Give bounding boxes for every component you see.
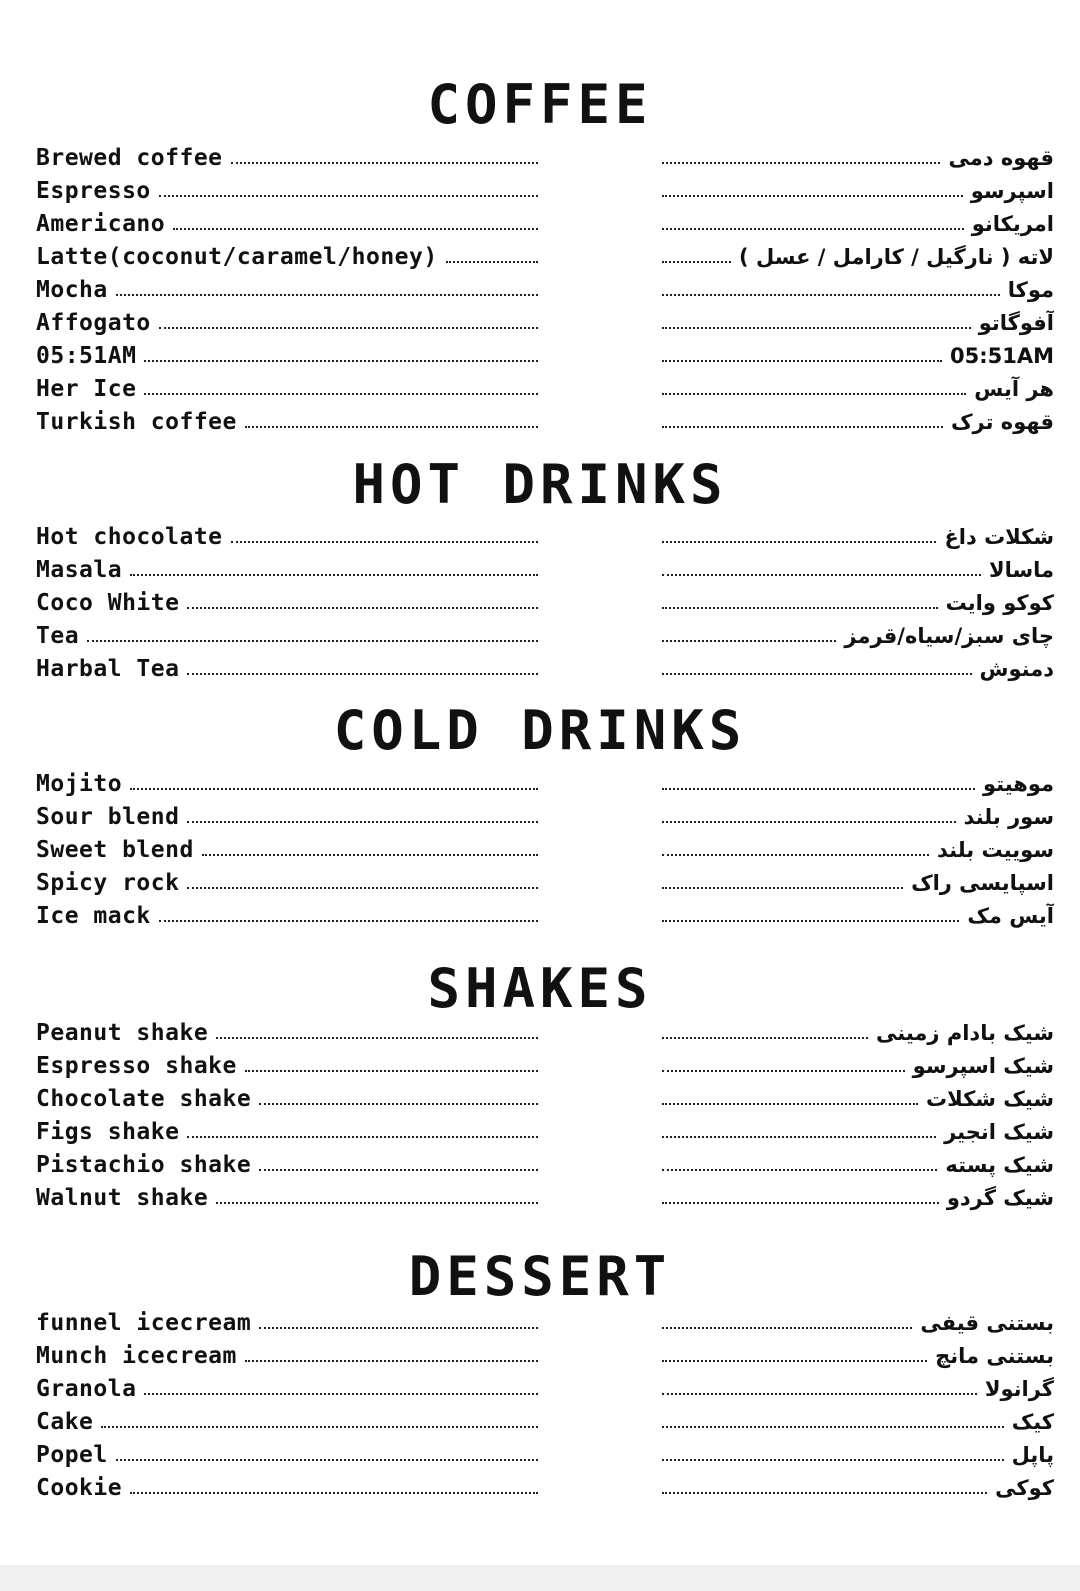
item-name-en: Espresso shake bbox=[36, 1052, 237, 1079]
dot-leader bbox=[662, 1325, 912, 1329]
section-title-dessert: DESSERT bbox=[408, 1245, 672, 1308]
section-title-hot-drinks: HOT DRINKS bbox=[352, 453, 728, 516]
dot-leader bbox=[202, 852, 538, 856]
dot-leader bbox=[662, 638, 836, 642]
menu-item bbox=[0, 141, 1080, 174]
item-name-fa: بستنی قیفی bbox=[920, 1310, 1054, 1335]
bottom-edge bbox=[0, 1565, 1080, 1591]
dot-leader bbox=[231, 160, 538, 164]
dot-leader bbox=[662, 1200, 939, 1204]
dot-leader bbox=[662, 1457, 1004, 1461]
item-name-fa: موکا bbox=[1007, 277, 1054, 302]
menu-item bbox=[0, 372, 1080, 405]
menu-item bbox=[0, 273, 1080, 306]
item-name-fa: شیک گردو bbox=[946, 1185, 1054, 1210]
item-name-en: Spicy rock bbox=[36, 869, 180, 896]
menu-item bbox=[0, 553, 1080, 586]
item-name-fa: موهیتو bbox=[982, 771, 1054, 796]
item-name-fa: امریکانو bbox=[971, 211, 1054, 236]
menu-item bbox=[0, 405, 1080, 438]
menu-item bbox=[0, 1339, 1080, 1372]
item-name-fa: کوکی bbox=[995, 1475, 1054, 1500]
item-name-en: Tea bbox=[36, 622, 80, 649]
menu-item bbox=[0, 1471, 1080, 1504]
dot-leader bbox=[144, 358, 538, 362]
dot-leader bbox=[231, 539, 538, 543]
item-name-en: Cake bbox=[36, 1408, 94, 1435]
item-name-en: Figs shake bbox=[36, 1118, 180, 1145]
item-name-fa: دمنوش bbox=[979, 656, 1054, 681]
item-name-fa: شیک اسپرسو bbox=[912, 1053, 1054, 1078]
menu-item bbox=[0, 1049, 1080, 1082]
dot-leader bbox=[662, 1134, 936, 1138]
dot-leader bbox=[662, 852, 929, 856]
menu-item bbox=[0, 619, 1080, 652]
menu-item bbox=[0, 174, 1080, 207]
item-name-fa: کیک bbox=[1011, 1409, 1054, 1434]
item-name-en: Americano bbox=[36, 210, 166, 237]
dot-leader bbox=[259, 1167, 538, 1171]
menu-item bbox=[0, 800, 1080, 833]
item-name-en: Cookie bbox=[36, 1474, 123, 1501]
item-name-en: Latte(coconut/caramel/honey) bbox=[36, 243, 438, 270]
item-name-fa: قهوه دمی bbox=[948, 145, 1054, 170]
dot-leader bbox=[662, 539, 936, 543]
item-name-en: funnel icecream bbox=[36, 1309, 252, 1336]
menu-item bbox=[0, 1082, 1080, 1115]
dot-leader bbox=[101, 1424, 538, 1428]
item-name-fa: شیک پسته bbox=[945, 1152, 1054, 1177]
menu-item bbox=[0, 520, 1080, 553]
dot-leader bbox=[662, 391, 966, 395]
menu-item bbox=[0, 899, 1080, 932]
item-name-en: Sour blend bbox=[36, 803, 180, 830]
dot-leader bbox=[245, 1358, 538, 1362]
item-name-en: Popel bbox=[36, 1441, 108, 1468]
dot-leader bbox=[245, 1068, 538, 1072]
dot-leader bbox=[216, 1035, 538, 1039]
dot-leader bbox=[662, 193, 963, 197]
dot-leader bbox=[662, 885, 903, 889]
item-name-en: Pistachio shake bbox=[36, 1151, 252, 1178]
item-name-fa: قهوه ترک bbox=[951, 409, 1054, 434]
dot-leader bbox=[245, 424, 538, 428]
dot-leader bbox=[662, 160, 940, 164]
dot-leader bbox=[216, 1200, 538, 1204]
menu-item bbox=[0, 1115, 1080, 1148]
menu-item bbox=[0, 1148, 1080, 1181]
item-name-fa: بستنی مانچ bbox=[935, 1343, 1054, 1368]
item-name-fa: آیس مک bbox=[967, 903, 1054, 928]
dot-leader bbox=[662, 786, 975, 790]
dot-leader bbox=[662, 1490, 987, 1494]
item-name-en: Sweet blend bbox=[36, 836, 194, 863]
item-name-en: Coco White bbox=[36, 589, 180, 616]
menu-item bbox=[0, 339, 1080, 372]
dot-leader bbox=[187, 1134, 538, 1138]
item-name-en: Turkish coffee bbox=[36, 408, 237, 435]
item-name-en: Harbal Tea bbox=[36, 655, 180, 682]
item-name-en: Walnut shake bbox=[36, 1184, 209, 1211]
dot-leader bbox=[662, 292, 1000, 296]
dot-leader bbox=[662, 226, 964, 230]
menu-item bbox=[0, 1016, 1080, 1049]
dot-leader bbox=[446, 259, 538, 263]
dot-leader bbox=[662, 819, 956, 823]
dot-leader bbox=[662, 605, 938, 609]
item-name-en: Mocha bbox=[36, 276, 108, 303]
menu-item bbox=[0, 306, 1080, 339]
dot-leader bbox=[259, 1325, 538, 1329]
dot-leader bbox=[144, 1391, 538, 1395]
item-name-fa: چای سبز/سیاه/قرمز bbox=[844, 623, 1054, 648]
dot-leader bbox=[662, 918, 959, 922]
menu-item bbox=[0, 1306, 1080, 1339]
item-name-fa: اسپرسو bbox=[970, 178, 1054, 203]
dot-leader bbox=[144, 391, 538, 395]
dot-leader bbox=[662, 1167, 937, 1171]
item-name-en: Hot chocolate bbox=[36, 523, 223, 550]
item-name-fa: شیک انجیر bbox=[944, 1119, 1054, 1144]
menu-item bbox=[0, 1405, 1080, 1438]
section-title-shakes: SHAKES bbox=[427, 957, 653, 1020]
dot-leader bbox=[187, 885, 538, 889]
dot-leader bbox=[159, 918, 538, 922]
dot-leader bbox=[662, 1068, 905, 1072]
menu-item bbox=[0, 586, 1080, 619]
menu-item bbox=[0, 652, 1080, 685]
item-name-fa: اسپایسی راک bbox=[911, 870, 1054, 895]
menu-item bbox=[0, 240, 1080, 273]
dot-leader bbox=[662, 424, 943, 428]
item-name-fa: شیک شکلات bbox=[926, 1086, 1054, 1111]
item-name-fa: 05:51AM bbox=[950, 343, 1054, 368]
menu-item bbox=[0, 866, 1080, 899]
dot-leader bbox=[662, 1424, 1004, 1428]
item-name-en: Brewed coffee bbox=[36, 144, 223, 171]
menu-item bbox=[0, 1438, 1080, 1471]
menu-item bbox=[0, 767, 1080, 800]
item-name-en: Granola bbox=[36, 1375, 137, 1402]
section-title-coffee: COFFEE bbox=[427, 73, 653, 136]
item-name-fa: ماسالا bbox=[988, 557, 1054, 582]
item-name-fa: سور بلند bbox=[963, 804, 1054, 829]
item-name-en: Peanut shake bbox=[36, 1019, 209, 1046]
dot-leader bbox=[662, 1358, 927, 1362]
item-name-en: Mojito bbox=[36, 770, 123, 797]
dot-leader bbox=[130, 1490, 538, 1494]
dot-leader bbox=[130, 572, 538, 576]
item-name-fa: لاته ( نارگیل / کارامل / عسل ) bbox=[739, 244, 1054, 269]
item-name-fa: کوکو وایت bbox=[945, 590, 1054, 615]
item-name-fa: هر آیس bbox=[974, 376, 1054, 401]
dot-leader bbox=[662, 1101, 918, 1105]
dot-leader bbox=[116, 292, 538, 296]
item-name-fa: پاپل bbox=[1011, 1442, 1054, 1467]
dot-leader bbox=[187, 605, 538, 609]
dot-leader bbox=[173, 226, 538, 230]
item-name-fa: شکلات داغ bbox=[944, 524, 1054, 549]
dot-leader bbox=[159, 325, 538, 329]
dot-leader bbox=[87, 638, 538, 642]
dot-leader bbox=[662, 1391, 977, 1395]
dot-leader bbox=[662, 358, 942, 362]
item-name-en: Espresso bbox=[36, 177, 151, 204]
item-name-en: Munch icecream bbox=[36, 1342, 237, 1369]
item-name-en: Masala bbox=[36, 556, 123, 583]
menu-item bbox=[0, 207, 1080, 240]
dot-leader bbox=[662, 325, 971, 329]
item-name-en: Her Ice bbox=[36, 375, 137, 402]
dot-leader bbox=[159, 193, 538, 197]
item-name-en: 05:51AM bbox=[36, 342, 137, 369]
item-name-fa: گرانولا bbox=[984, 1376, 1054, 1401]
item-name-en: Chocolate shake bbox=[36, 1085, 252, 1112]
dot-leader bbox=[662, 671, 972, 675]
item-name-fa: آفوگاتو bbox=[978, 310, 1054, 335]
dot-leader bbox=[187, 671, 538, 675]
dot-leader bbox=[130, 786, 538, 790]
dot-leader bbox=[187, 819, 538, 823]
dot-leader bbox=[662, 572, 981, 576]
item-name-fa: شیک بادام زمینی bbox=[876, 1020, 1054, 1045]
dot-leader bbox=[662, 259, 731, 263]
item-name-en: Affogato bbox=[36, 309, 151, 336]
item-name-en: Ice mack bbox=[36, 902, 151, 929]
dot-leader bbox=[259, 1101, 538, 1105]
item-name-fa: سوییت بلند bbox=[937, 837, 1054, 862]
menu-item bbox=[0, 833, 1080, 866]
dot-leader bbox=[662, 1035, 868, 1039]
section-title-cold-drinks: COLD DRINKS bbox=[333, 699, 747, 762]
menu-item bbox=[0, 1372, 1080, 1405]
menu-item bbox=[0, 1181, 1080, 1214]
dot-leader bbox=[116, 1457, 538, 1461]
